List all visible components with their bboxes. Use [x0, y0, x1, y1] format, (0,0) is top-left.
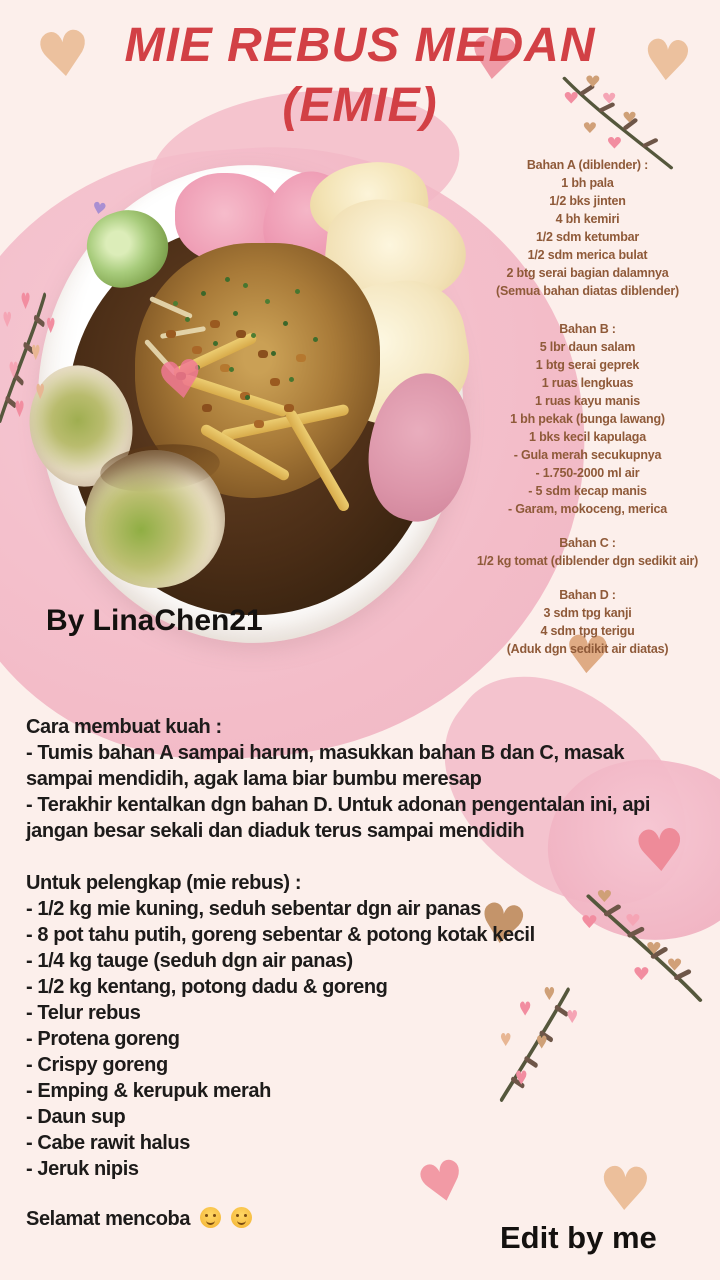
ingredient-item: 1 bh pala	[561, 176, 614, 190]
instructions-block	[26, 714, 716, 1232]
ingredient-item: 4 sdm tpg terigu	[540, 624, 635, 638]
pelengkap-item: - Crispy goreng	[26, 1054, 168, 1076]
bahan-d-group	[455, 586, 720, 658]
floral-branch-icon	[0, 282, 67, 432]
svg-text:♥: ♥	[46, 314, 56, 339]
kuah-header: Cara membuat kuah :	[26, 716, 222, 738]
ingredient-item: (Semua bahan diatas diblender)	[496, 284, 679, 298]
bahan-b-header: Bahan B :	[559, 322, 616, 336]
ingredient-item: 3 sdm tpg kanji	[543, 606, 632, 620]
ingredient-item: 2 btg serai bagian dalamnya	[506, 266, 669, 280]
kuah-line: - Terakhir kentalkan dgn bahan D. Untuk adonan pengentalan ini, api	[26, 794, 651, 816]
closing-text: Selamat mencoba	[26, 1208, 191, 1230]
pelengkap-header: Untuk pelengkap (mie rebus) :	[26, 872, 302, 894]
ingredient-item: 1 bks kecil kapulaga	[529, 430, 646, 444]
ingredient-item: - 1.750-2000 ml air	[535, 466, 640, 480]
kuah-line: - Tumis bahan A sampai harum, masukkan bahan B dan C, masak	[26, 742, 625, 764]
byline: By LinaChen21	[46, 604, 263, 637]
pelengkap-item: - 8 pot tahu putih, goreng sebentar & potong kotak kecil	[26, 924, 535, 946]
svg-text:♥: ♥	[596, 887, 613, 907]
svg-text:♥: ♥	[31, 341, 41, 366]
pelengkap-item: - 1/2 kg kentang, potong dadu & goreng	[26, 976, 388, 998]
svg-text:♥: ♥	[535, 1031, 548, 1054]
svg-text:♥: ♥	[606, 133, 623, 153]
spacer	[26, 844, 716, 870]
pelengkap-item: - 1/4 kg tauge (seduh dgn air panas)	[26, 950, 353, 972]
svg-text:♥: ♥	[2, 308, 12, 333]
svg-text:♥: ♥	[622, 108, 638, 127]
svg-text:♥: ♥	[499, 1028, 512, 1051]
ingredient-item: 1/2 sdm merica bulat	[527, 248, 648, 262]
title-line-1: MIE REBUS MEDAN	[124, 19, 596, 72]
svg-text:♥: ♥	[624, 911, 642, 931]
fried-topping-bits	[210, 320, 220, 328]
kuah-line: sampai mendidih, agak lama biar bumbu meresap	[26, 768, 482, 790]
ingredients-column	[455, 156, 720, 658]
svg-text:♥: ♥	[20, 288, 31, 316]
svg-text:♥: ♥	[584, 71, 601, 91]
ingredient-item: 1/2 sdm ketumbar	[535, 230, 640, 244]
ingredient-item: 1 ruas kayu manis	[535, 394, 640, 408]
credit-text: Edit by me	[500, 1220, 657, 1255]
hugging-face-emoji	[231, 1207, 252, 1228]
svg-text:♥: ♥	[14, 396, 25, 424]
svg-text:♥: ♥	[543, 982, 556, 1005]
svg-text:♥: ♥	[632, 964, 651, 985]
ingredient-item: 1 ruas lengkuas	[541, 376, 634, 390]
ingredient-item: 4 bh kemiri	[555, 212, 620, 226]
pelengkap-item: - Emping & kerupuk merah	[26, 1080, 271, 1102]
heart-icon	[91, 200, 108, 218]
ingredient-item: - Gula merah secukupnya	[513, 448, 662, 462]
pelengkap-item: - Cabe rawit halus	[26, 1132, 190, 1154]
hugging-face-emoji	[200, 1207, 221, 1228]
ingredient-item: - Garam, mokoceng, merica	[508, 502, 667, 516]
floral-branch-icon	[556, 70, 676, 175]
bahan-a-group	[455, 156, 720, 300]
svg-text:♥: ♥	[8, 357, 19, 385]
food-photo	[30, 155, 475, 650]
svg-text:♥: ♥	[518, 997, 532, 1020]
title-line-2: (EMIE)	[282, 79, 438, 132]
svg-text:♥: ♥	[563, 88, 580, 108]
svg-text:♥: ♥	[580, 912, 599, 933]
pelengkap-item: - Telur rebus	[26, 1002, 141, 1024]
bahan-c-header: Bahan C :	[559, 536, 616, 550]
pelengkap-item: - 1/2 kg mie kuning, seduh sebentar dgn air panas	[26, 898, 481, 920]
svg-text:♥: ♥	[514, 1066, 528, 1089]
heart-icon	[155, 352, 208, 410]
pelengkap-item: - Jeruk nipis	[26, 1158, 139, 1180]
bahan-c-group	[455, 534, 720, 570]
svg-text:♥: ♥	[582, 119, 598, 137]
ingredient-item: 1 bh pekak (bunga lawang)	[510, 412, 665, 426]
svg-text:♥: ♥	[566, 1005, 579, 1028]
svg-text:♥: ♥	[666, 956, 683, 976]
svg-text:♥: ♥	[35, 380, 45, 405]
bahan-d-header: Bahan D :	[559, 588, 616, 602]
ingredient-item: - 5 sdm kecap manis	[528, 484, 647, 498]
kuah-line: jangan besar sekali dan diaduk terus sampai mendidih	[26, 820, 525, 842]
svg-text:♥: ♥	[601, 89, 617, 108]
herb-garnish	[225, 277, 230, 282]
ingredient-item: 1/2 bks jinten	[549, 194, 626, 208]
svg-text:♥: ♥	[645, 939, 662, 959]
ingredient-item: 1 btg serai geprek	[535, 358, 640, 372]
ingredient-item: 1/2 kg tomat (diblender dgn sedikit air)	[476, 554, 699, 568]
ingredient-item: 5 lbr daun salam	[539, 340, 636, 354]
pelengkap-item: - Daun sup	[26, 1106, 126, 1128]
bahan-b-group	[455, 320, 720, 518]
bahan-a-header: Bahan A (diblender) :	[526, 158, 649, 172]
ingredient-item: (Aduk dgn sedikit air diatas)	[506, 642, 669, 656]
pelengkap-item: - Protena goreng	[26, 1028, 180, 1050]
